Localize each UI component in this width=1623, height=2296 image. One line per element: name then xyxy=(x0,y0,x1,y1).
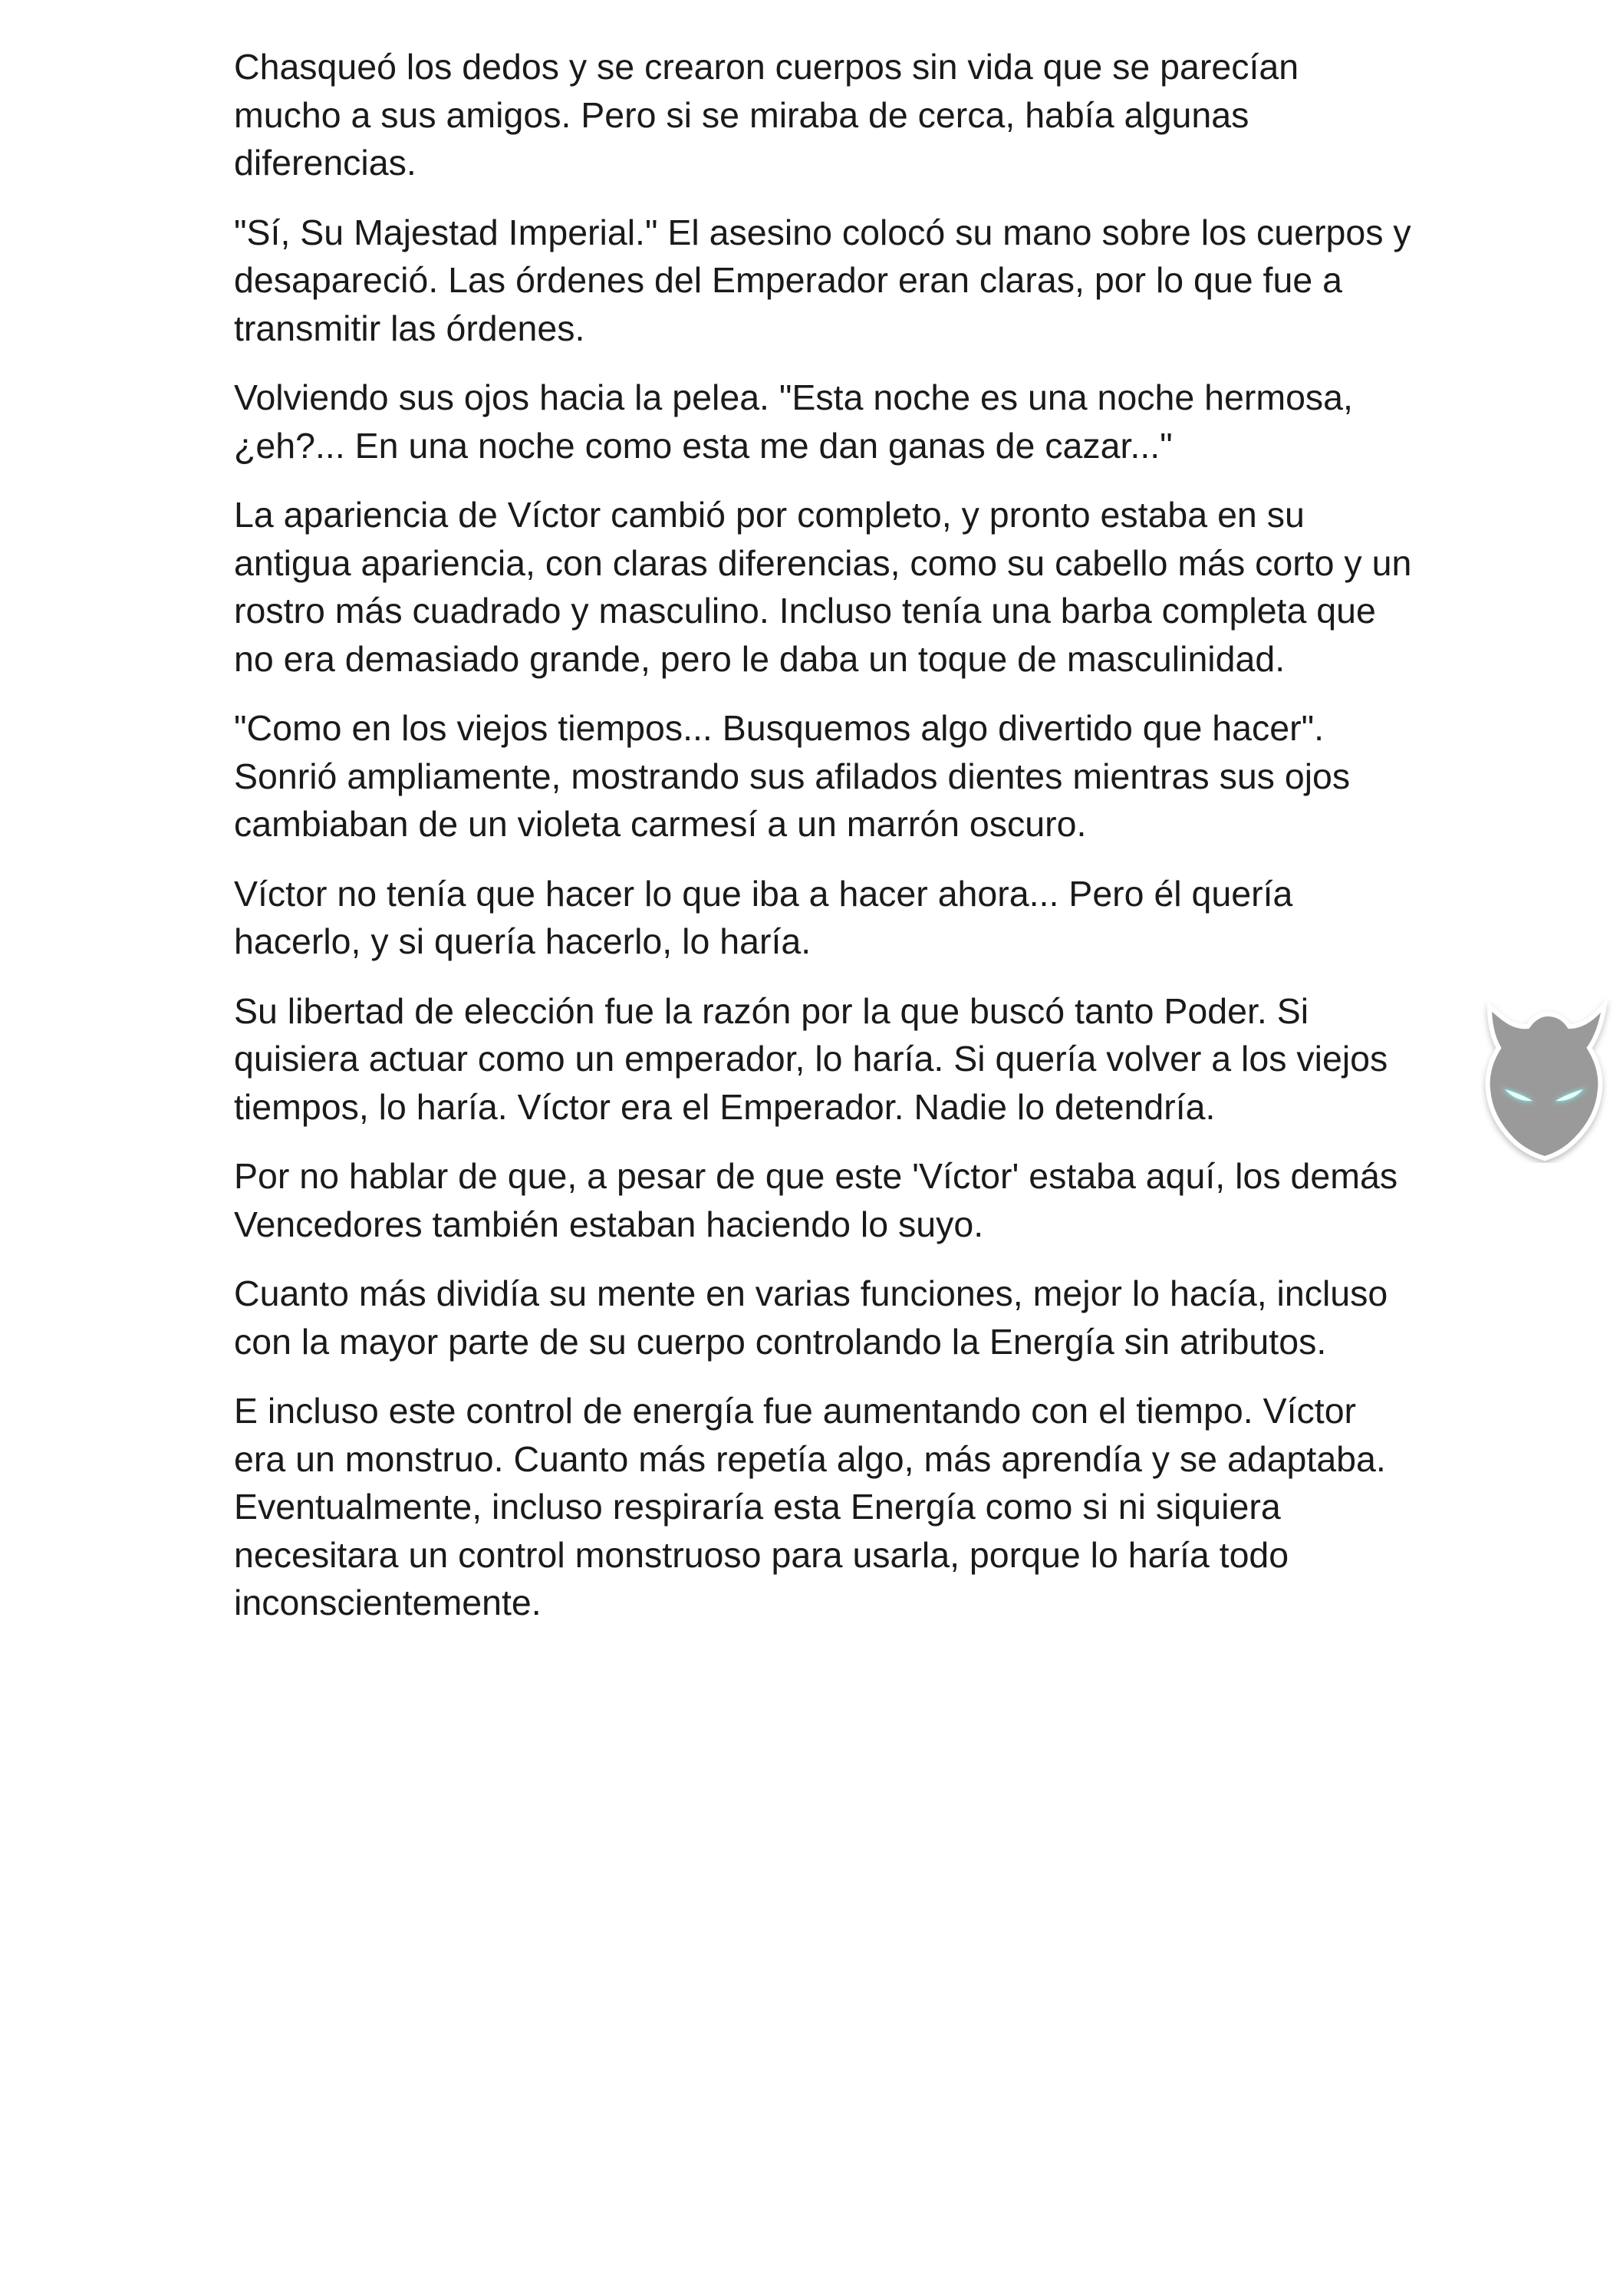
document-body xyxy=(234,43,1415,1649)
paragraph-3: Volviendo sus ojos hacia la pelea. "Esta noche es una noche hermosa, ¿eh?... En una noche como esta me dan ganas de cazar..." xyxy=(234,377,1353,466)
paragraph-7: Su libertad de elección fue la razón por la que buscó tanto Poder. Si quisiera actuar como un emperador, lo haría. Si quería volver a los viejos tiempos, lo haría. Víctor era el Emperador. Nadie lo detendría. xyxy=(234,990,1388,1127)
paragraph-5: "Como en los viejos tiempos... Busquemos algo divertido que hacer". Sonrió ampliamente, mostrando sus afilados dientes mientras sus ojos cambiaban de un violeta carmesí a un marrón oscuro. xyxy=(234,708,1351,844)
paragraph-10: E incluso este control de energía fue aumentando con el tiempo. Víctor era un monstruo. Cuanto más repetía algo, más aprendía y se adaptaba. Eventualmente, incluso respiraría esta Energía como si ni siquiera necesitara un control monstruoso para usarla, porque lo haría todo inconscientemente. xyxy=(234,1391,1386,1622)
paragraph-2: "Sí, Su Majestad Imperial." El asesino colocó su mano sobre los cuerpos y desapareció. Las órdenes del Emperador eran claras, por lo que fue a transmitir las órdenes. xyxy=(234,212,1411,348)
paragraph-6: Víctor no tenía que hacer lo que iba a hacer ahora... Pero él quería hacerlo, y si quería hacerlo, lo haría. xyxy=(234,873,1293,961)
paragraph-4: La apariencia de Víctor cambió por completo, y pronto estaba en su antigua apariencia, con claras diferencias, como su cabello más corto y un rostro más cuadrado y masculino. Incluso tenía una barba completa que no era demasiado grande, pero le daba un toque de masculinidad. xyxy=(234,495,1412,679)
paragraph-9: Cuanto más dividía su mente en varias funciones, mejor lo hacía, incluso con la mayor parte de su cuerpo controlando la Energía sin atributos. xyxy=(234,1273,1388,1362)
paragraph-8: Por no hablar de que, a pesar de que este 'Víctor' estaba aquí, los demás Vencedores también estaban haciendo lo suyo. xyxy=(234,1156,1398,1244)
paragraph-1: Chasqueó los dedos y se crearon cuerpos sin vida que se parecían mucho a sus amigos. Pero si se miraba de cerca, había algunas diferencias. xyxy=(234,47,1299,183)
demon-head-icon xyxy=(1474,997,1614,1163)
